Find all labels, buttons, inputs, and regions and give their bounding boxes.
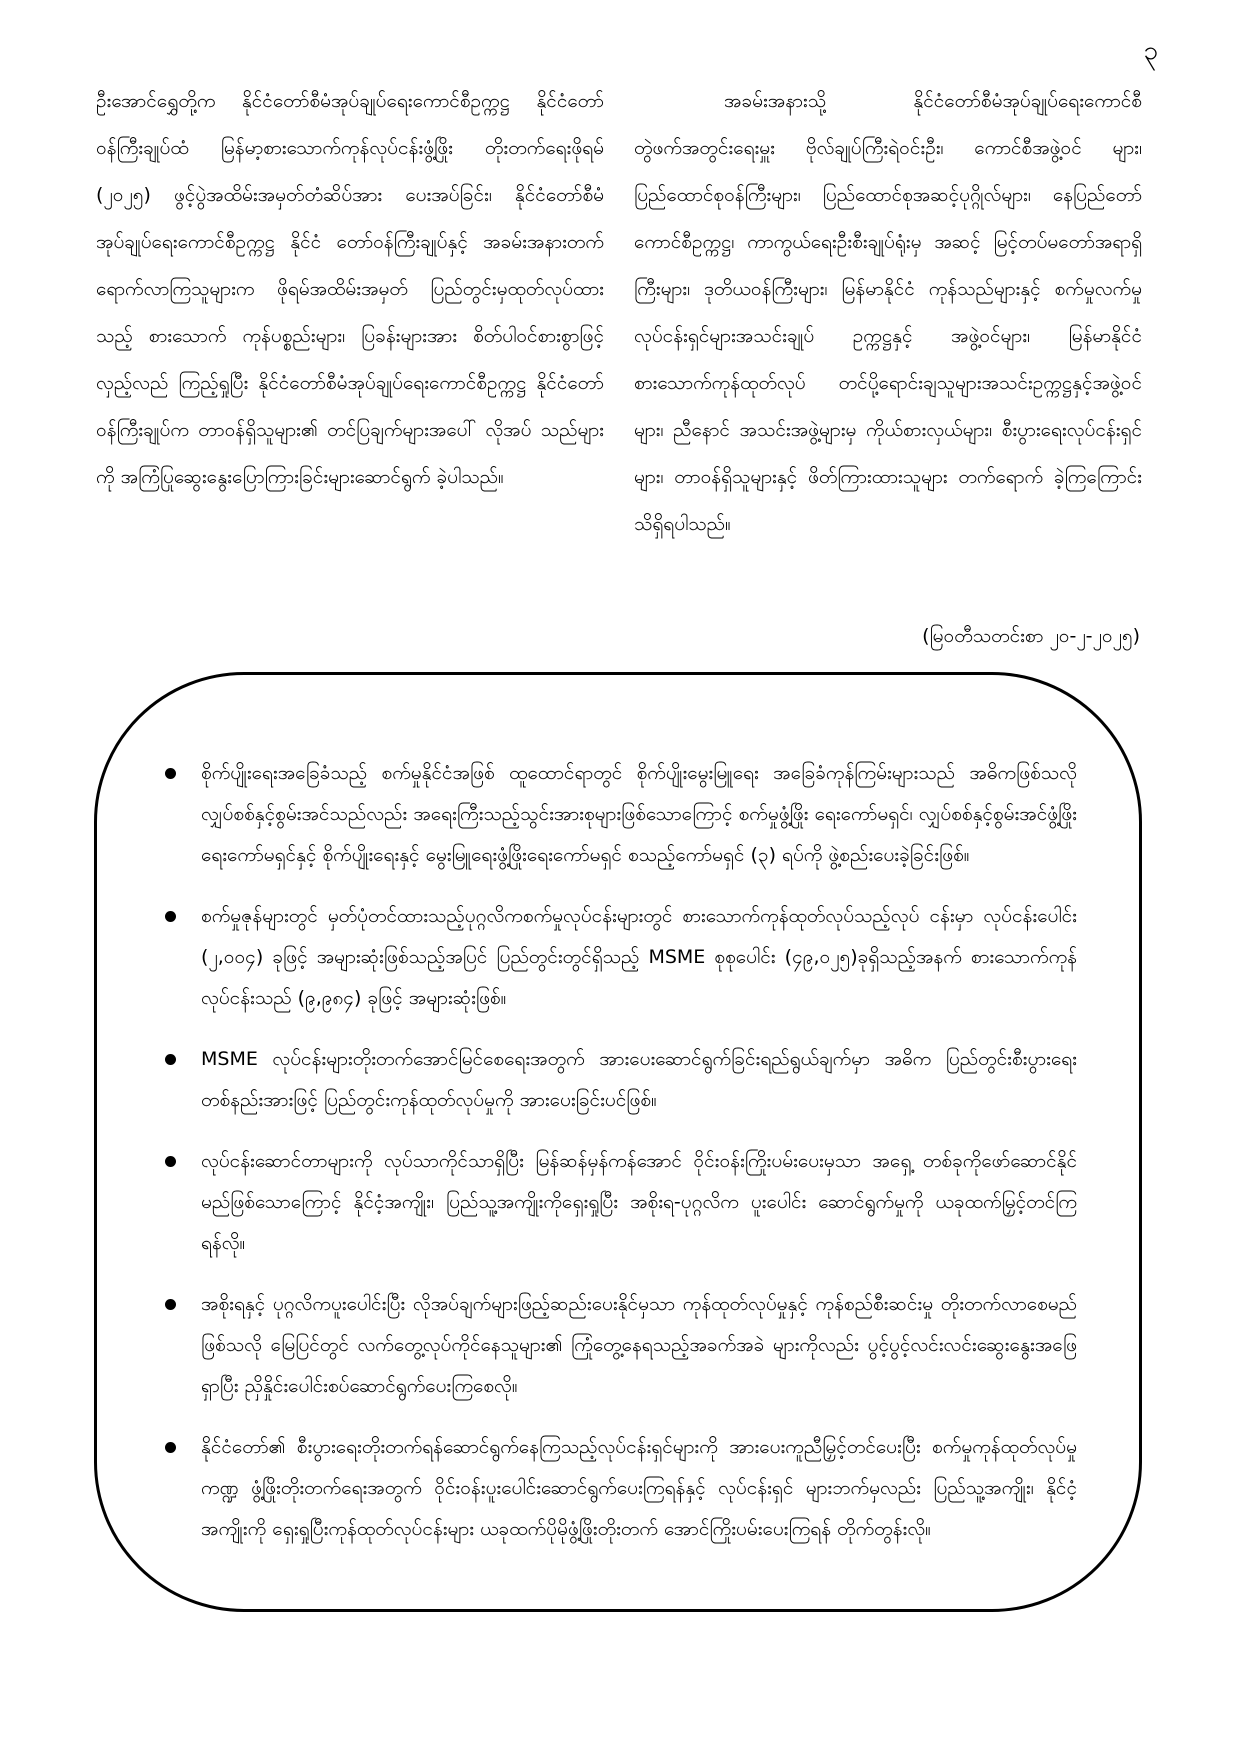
bullet-icon xyxy=(165,1299,176,1310)
right-column xyxy=(634,78,1142,548)
page-number: ၃ xyxy=(1143,36,1158,66)
right-column-paragraph: အခမ်းအနားသို့ နိုင်ငံတော်စီမံအုပ်ချုပ်ရေးကောင်စီ တွဲဖက်အတွင်းရေးမှူး ဗိုလ်ချုပ်ကြီးရဲဝင်းဦး၊ ကောင်စီအဖွဲ့ဝင် များ၊ ပြည်ထောင်စုဝန်ကြီးများ၊ ပြည်ထောင်စုအဆင့်ပုဂ္ဂိုလ်များ၊ နေပြည်တော်ကောင်စီဥက္ကဋ္ဌ၊ ကာကွယ်ရေးဦးစီးချုပ်ရုံးမှ အဆင့် မြင့်တပ်မတော်အရာရှိကြီးများ၊ ဒုတိယဝန်ကြီးများ၊ မြန်မာနိုင်ငံ ကုန်သည်များနှင့် စက်မှုလက်မှုလုပ်ငန်းရှင်များအသင်းချုပ် ဥက္ကဋ္ဌနှင့် အဖွဲ့ဝင်များ၊ မြန်မာနိုင်ငံစားသောက်ကုန်ထုတ်လုပ် တင်ပို့ရောင်းချသူများအသင်းဥက္ကဋ္ဌနှင့်အဖွဲ့ဝင်များ၊ ညီနောင် အသင်းအဖွဲ့များမှ ကိုယ်စားလှယ်များ၊ စီးပွားရေးလုပ်ငန်းရှင် များ၊ တာဝန်ရှိသူများနှင့် ဖိတ်ကြားထားသူများ တက်ရောက် ခဲ့ကြကြောင်း သိရှိရပါသည်။ xyxy=(634,90,1142,535)
source-citation: (မြဝတီသတင်းစာ ၂၀-၂-၂၀၂၅) xyxy=(922,625,1140,647)
bullet-icon xyxy=(165,1054,176,1065)
summary-item xyxy=(165,1039,1077,1121)
bullet-icon xyxy=(165,911,176,922)
summary-box xyxy=(94,672,1142,1612)
bullet-icon xyxy=(165,1156,176,1167)
summary-item xyxy=(165,753,1077,876)
summary-item xyxy=(165,1427,1077,1550)
summary-item-text: အစိုးရနှင့် ပုဂ္ဂလိကပူးပေါင်းပြီး လိုအပ်ချက်များဖြည့်ဆည်းပေးနိုင်မှသာ ကုန်ထုတ်လုပ်မှုနှင့် ကုန်စည်စီးဆင်းမှု တိုးတက်လာစေမည်ဖြစ်သလို မြေပြင်တွင် လက်တွေ့လုပ်ကိုင်နေသူများ၏ ကြုံတွေ့နေရသည့်အခက်အခဲ များကိုလည်း ပွင့်ပွင့်လင်းလင်းဆွေးနွေးအဖြေရှာပြီး ညှိနှိုင်းပေါင်းစပ်ဆောင်ရွက်ပေးကြစေလို။ xyxy=(201,1293,1077,1397)
bullet-icon xyxy=(165,768,176,779)
summary-item xyxy=(165,1284,1077,1407)
summary-item-text: လုပ်ငန်းဆောင်တာများကို လုပ်သာကိုင်သာရှိပြီး မြန်ဆန်မှန်ကန်အောင် ဝိုင်းဝန်းကြိုးပမ်းပေးမှသာ အရှေ့ တစ်ခုကိုဖော်ဆောင်နိုင်မည်ဖြစ်သောကြောင့် နိုင်ငံ့အကျိုး၊ ပြည်သူ့အကျိုးကိုရှေးရှုပြီး အစိုးရ-ပုဂ္ဂလိက ပူးပေါင်း ဆောင်ရွက်မှုကို ယခုထက်မြှင့်တင်ကြရန်လို။ xyxy=(201,1150,1077,1254)
left-column xyxy=(96,78,604,548)
summary-item-text: စိုက်ပျိုးရေးအခြေခံသည့် စက်မှုနိုင်ငံအဖြစ် ထူထောင်ရာတွင် စိုက်ပျိုးမွေးမြူရေး အခြေခံကုန်ကြမ်းများသည် အဓိကဖြစ်သလို လျှပ်စစ်နှင့်စွမ်းအင်သည်လည်း အရေးကြီးသည့်သွင်းအားစုများဖြစ်သောကြောင့် စက်မှုဖွံ့ဖြိုး ရေးကော်မရှင်၊ လျှပ်စစ်နှင့်စွမ်းအင်ဖွံ့ဖြိုးရေးကော်မရှင်နှင့် စိုက်ပျိုးရေးနှင့် မွေးမြူရေးဖွံ့ဖြိုးရေးကော်မရှင် စသည့်ကော်မရှင် (၃) ရပ်ကို ဖွဲ့စည်းပေးခဲ့ခြင်းဖြစ်။ xyxy=(201,762,1077,866)
summary-item-text: စက်မှုဇုန်များတွင် မှတ်ပုံတင်ထားသည့်ပုဂ္ဂလိကစက်မှုလုပ်ငန်းများတွင် စားသောက်ကုန်ထုတ်လုပ်သည့်လုပ် ငန်းမှာ လုပ်ငန်းပေါင်း (၂,၀၀၄) ခုဖြင့် အများဆုံးဖြစ်သည့်အပြင် ပြည်တွင်းတွင်ရှိသည့် MSME စုစုပေါင်း (၄၉,၀၂၅)ခုရှိသည့်အနက် စားသောက်ကုန်လုပ်ငန်းသည် (၉,၉၈၄) ခုဖြင့် အများဆုံးဖြစ်။ xyxy=(201,905,1077,1009)
summary-item xyxy=(165,1141,1077,1264)
summary-list xyxy=(165,753,1077,1550)
summary-item xyxy=(165,896,1077,1019)
summary-item-text: MSME လုပ်ငန်းများတိုးတက်အောင်မြင်စေရေးအတွက် အားပေးဆောင်ရွက်ခြင်းရည်ရွယ်ချက်မှာ အဓိက ပြည်တွင်းစီးပွားရေး တစ်နည်းအားဖြင့် ပြည်တွင်းကုန်ထုတ်လုပ်မှုကို အားပေးခြင်းပင်ဖြစ်။ xyxy=(201,1048,1077,1111)
article-columns xyxy=(96,78,1142,548)
bullet-icon xyxy=(165,1442,176,1453)
summary-item-text: နိုင်ငံတော်၏ စီးပွားရေးတိုးတက်ရန်ဆောင်ရွက်နေကြသည့်လုပ်ငန်းရှင်များကို အားပေးကူညီမြှင့်တင်ပေးပြီး စက်မှုကုန်ထုတ်လုပ်မှုကဏ္ဍ ဖွံ့ဖြိုးတိုးတက်ရေးအတွက် ဝိုင်းဝန်းပူးပေါင်းဆောင်ရွက်ပေးကြရန်နှင့် လုပ်ငန်းရှင် များဘက်မှလည်း ပြည်သူ့အကျိုး၊ နိုင်ငံ့အကျိုးကို ရှေးရှုပြီးကုန်ထုတ်လုပ်ငန်းများ ယခုထက်ပိုမိုဖွံ့ဖြိုးတိုးတက် အောင်ကြိုးပမ်းပေးကြရန် တိုက်တွန်းလို။ xyxy=(201,1436,1077,1540)
left-column-paragraph: ဦးအောင်ရွှေတို့က နိုင်ငံတော်စီမံအုပ်ချုပ်ရေးကောင်စီဥက္ကဋ္ဌ နိုင်ငံတော်ဝန်ကြီးချုပ်ထံ မြန်မာ့စားသောက်ကုန်လုပ်ငန်းဖွံ့ဖြိုး တိုးတက်ရေးဖိုရမ် (၂၀၂၅) ဖွင့်ပွဲအထိမ်းအမှတ်တံဆိပ်အား ပေးအပ်ခြင်း၊ နိုင်ငံတော်စီမံအုပ်ချုပ်ရေးကောင်စီဥက္ကဋ္ဌ နိုင်ငံ တော်ဝန်ကြီးချုပ်နှင့် အခမ်းအနားတက်ရောက်လာကြသူများက ဖိုရမ်အထိမ်းအမှတ် ပြည်တွင်းမှထုတ်လုပ်ထားသည့် စားသောက် ကုန်ပစ္စည်းများ၊ ပြခန်းများအား စိတ်ပါဝင်စားစွာဖြင့် လှည့်လည် ကြည့်ရှုပြီး နိုင်ငံတော်စီမံအုပ်ချုပ်ရေးကောင်စီဥက္ကဋ္ဌ နိုင်ငံတော် ဝန်ကြီးချုပ်က တာဝန်ရှိသူများ၏ တင်ပြချက်များအပေါ် လိုအပ် သည်များကို အကြံပြုဆွေးနွေးပြောကြားခြင်းများဆောင်ရွက် ခဲ့ပါသည်။ xyxy=(96,90,604,488)
